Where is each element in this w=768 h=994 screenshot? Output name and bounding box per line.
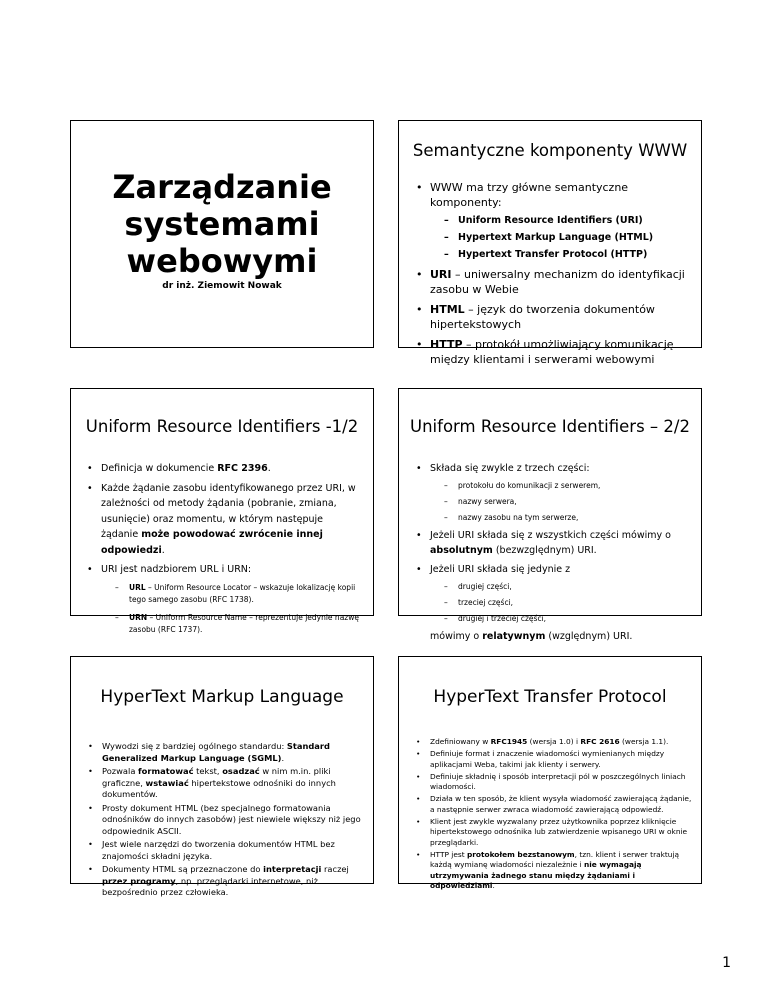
bullet bbox=[88, 741, 365, 764]
sub-bullet: – trzeciej części, bbox=[444, 597, 691, 608]
bullet bbox=[416, 850, 693, 891]
bullet-text: – uniwersalny mechanizm do identyfikacji zasobu w Webie bbox=[430, 268, 685, 296]
bullet-text: (wersja 1.1). bbox=[619, 737, 669, 746]
bullet-text: – język do tworzenia dokumentów hipertekstowych bbox=[430, 303, 655, 331]
slide-semantic-components bbox=[398, 120, 702, 366]
bullet-text: (wersja 1.0) i bbox=[527, 737, 581, 746]
bullet: • Klient jest zwykle wyzwalany przez użytkownika poprzez kliknięcie hipertekstowego odnośnika lub zatwierdzenie wpisanego URI w oknie przeglądarki. bbox=[416, 817, 693, 848]
term: przez programy bbox=[102, 875, 176, 886]
slide-html bbox=[70, 656, 374, 897]
bullet: • Działa w ten sposób, że klient wysyła wiadomość zawierającą żądanie, a następnie serwer zwraca wiadomość zawierającą odpowiedź. bbox=[416, 794, 693, 815]
bullet bbox=[416, 737, 693, 747]
term: nie wymagają utrzymywania żadnego stanu między żądaniami i odpowiedziami bbox=[430, 860, 642, 890]
slide-body bbox=[416, 180, 691, 372]
slide-body bbox=[87, 461, 363, 642]
term: osadzać bbox=[222, 766, 260, 776]
term: URI bbox=[430, 268, 452, 281]
sub-bullet: – Hypertext Transfer Protocol (HTTP) bbox=[444, 247, 691, 262]
bullet bbox=[416, 267, 691, 297]
slide-uri-part2 bbox=[398, 388, 702, 642]
slide-uri-part1 bbox=[70, 388, 374, 634]
bullet-text: HTTP jest bbox=[430, 849, 467, 859]
bullet-text: , np. przeglądarki internetowe, niż bezpośrednio przez człowieka. bbox=[102, 875, 318, 897]
term: HTTP bbox=[430, 338, 463, 351]
bullet-text: mówimy o bbox=[430, 631, 483, 642]
term: relatywnym bbox=[482, 631, 546, 642]
bullet-text: – Uniform Resource Name – reprezentuje jedynie nazwę zasobu (RFC 1737). bbox=[129, 612, 359, 634]
bullet bbox=[87, 481, 363, 559]
term: Standard Generalized Markup Language (SGML) bbox=[102, 741, 330, 763]
slide-body bbox=[416, 737, 693, 893]
bullet-text: Wywodzi się z bardziej ogólnego standardu: bbox=[102, 741, 287, 751]
sub-bullet: – nazwy serwera, bbox=[444, 496, 691, 507]
slide-http bbox=[398, 656, 702, 890]
bullet: • Definiuje składnię i sposób interpretacji pól w poszczególnych liniach wiadomości. bbox=[416, 772, 693, 793]
sub-bullet: – Hypertext Markup Language (HTML) bbox=[444, 230, 691, 245]
bullet-text: . bbox=[492, 880, 495, 890]
sub-bullet: – nazwy zasobu na tym serwerze, bbox=[444, 512, 691, 523]
bullet-text: Każde żądanie zasobu identyfikowanego przez URI, w zależności od metody żądania (pobranie, zmiana, usunięcie) oraz momentu, w którym następuje żądanie bbox=[101, 482, 356, 540]
bullet bbox=[87, 562, 363, 637]
term: URN bbox=[129, 612, 148, 622]
bullet-text: Składa się zwykle z trzech części: bbox=[430, 463, 590, 474]
bullet-text: . bbox=[281, 752, 285, 763]
slide-heading: HyperText Transfer Protocol bbox=[433, 687, 667, 707]
term: protokołem bezstanowym bbox=[466, 849, 575, 859]
bullet-text: Definicja w dokumencie bbox=[101, 463, 218, 474]
term: może powodować zwrócenie innej odpowiedzi bbox=[101, 529, 323, 556]
slide-heading: Uniform Resource Identifiers – 2/2 bbox=[410, 417, 690, 436]
bullet-text: tekst, bbox=[193, 766, 223, 776]
bullet-text: (bezwzględnym) URI. bbox=[492, 545, 597, 556]
slide-title bbox=[70, 120, 374, 348]
term: RFC 2396 bbox=[217, 463, 268, 474]
sub-bullet: – drugiej części, bbox=[444, 581, 691, 592]
term: formatować bbox=[138, 766, 194, 776]
presentation-title: Zarządzanie systemami webowymi bbox=[112, 168, 332, 280]
bullet-text: , tzn. klient i serwer traktują każdą wymianę wiadomości niezależnie i bbox=[430, 849, 680, 870]
bullet bbox=[416, 337, 691, 367]
author-name: dr inż. Ziemowit Nowak bbox=[162, 281, 282, 291]
bullet-text: . bbox=[161, 544, 165, 556]
slide-body bbox=[88, 741, 365, 901]
bullet bbox=[88, 864, 365, 899]
bullet: • Jest wiele narzędzi do tworzenia dokumentów HTML bez znajomości składni języka. bbox=[88, 839, 365, 862]
bullet-text: Pozwala bbox=[102, 766, 139, 776]
bullet-text: . bbox=[267, 463, 271, 474]
term: URL bbox=[129, 582, 146, 592]
slide-heading: Uniform Resource Identifiers -1/2 bbox=[85, 417, 359, 436]
conclusion-text bbox=[416, 629, 691, 644]
page-number: 1 bbox=[722, 955, 731, 971]
slide-heading: HyperText Markup Language bbox=[100, 687, 344, 707]
sub-bullet: – Uniform Resource Identifiers (URI) bbox=[444, 213, 691, 228]
sub-bullet: – drugiej i trzeciej części, bbox=[444, 613, 691, 624]
bullet-text: raczej bbox=[321, 864, 349, 874]
bullet-text: (względnym) URI. bbox=[545, 631, 633, 642]
bullet bbox=[88, 766, 365, 801]
term: RFC 2616 bbox=[580, 737, 620, 746]
term: HTML bbox=[430, 303, 465, 316]
bullet bbox=[416, 180, 691, 262]
bullet bbox=[416, 461, 691, 523]
term: RFC1945 bbox=[490, 737, 528, 746]
bullet bbox=[416, 528, 691, 558]
sub-bullet bbox=[115, 582, 363, 607]
bullet bbox=[416, 562, 691, 624]
term: interpretacji bbox=[263, 864, 322, 874]
bullet: • Prosty dokument HTML (bez specjalnego formatowania odnośników do innych zasobów) jest niewiele większy niż jego odpowiednik ASCII. bbox=[88, 803, 365, 838]
bullet-text: Zdefiniowany w bbox=[430, 737, 491, 746]
sub-bullet bbox=[115, 612, 363, 637]
bullet-text: URI jest nadzbiorem URL i URN: bbox=[101, 564, 252, 575]
bullet-text: Dokumenty HTML są przeznaczone do bbox=[102, 864, 264, 874]
term: absolutnym bbox=[430, 545, 493, 556]
bullet-text: – Uniform Resource Locator – wskazuje lokalizację kopii tego samego zasobu (RFC 1738). bbox=[129, 582, 356, 604]
bullet-text: WWW ma trzy główne semantyczne komponenty: bbox=[430, 181, 629, 209]
bullet-text: w nim m.in. pliki graficzne, bbox=[102, 766, 331, 788]
bullet-text: – protokół umożliwiający komunikację między klientami i serwerami webowymi bbox=[430, 338, 674, 366]
bullet: • Definiuje format i znaczenie wiadomości wymienianych między aplikacjami Weba, takimi jak klienty i serwery. bbox=[416, 749, 693, 770]
sub-bullet: – protokołu do komunikacji z serwerem, bbox=[444, 480, 691, 491]
bullet-text: Jeżeli URI składa się z wszystkich części mówimy o bbox=[430, 530, 671, 541]
slide-body bbox=[416, 461, 691, 644]
bullet bbox=[416, 302, 691, 332]
bullet-text: Jeżeli URI składa się jedynie z bbox=[430, 564, 571, 575]
bullet bbox=[87, 461, 363, 477]
bullet-text: hipertekstowe odnośniki do innych dokumentów. bbox=[102, 777, 336, 799]
slide-heading: Semantyczne komponenty WWW bbox=[412, 141, 688, 160]
term: wstawiać bbox=[145, 777, 189, 788]
